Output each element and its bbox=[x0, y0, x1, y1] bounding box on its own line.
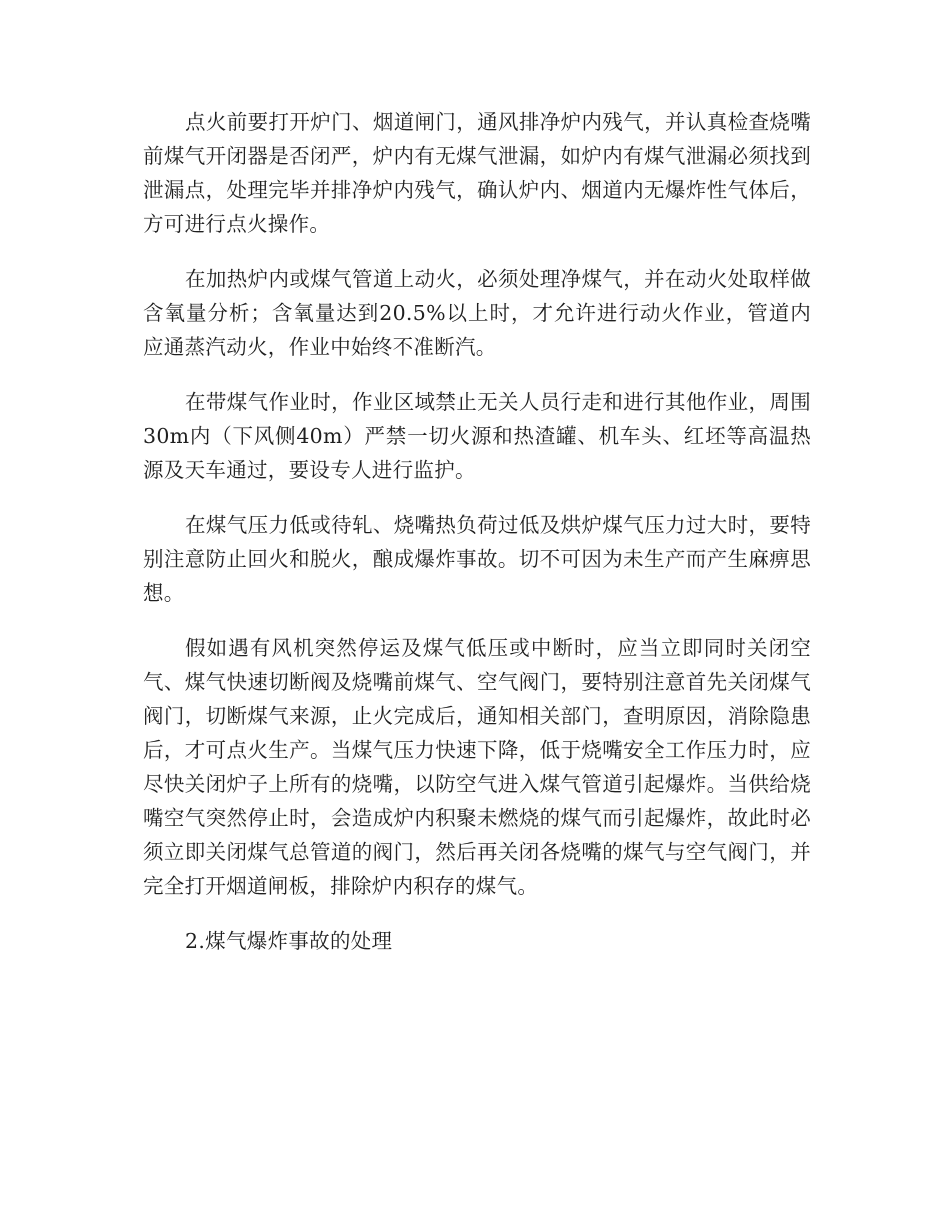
paragraph-hot-work: 在加热炉内或煤气管道上动火，必须处理净煤气，并在动火处取样做含氧量分析；含氧量达到20.5%以上时，才允许进行动火作业，管道内应通蒸汽动火，作业中始终不准断汽。 bbox=[143, 267, 811, 359]
paragraph-ignition-check: 点火前要打开炉门、烟道闸门，通风排净炉内残气，并认真检查烧嘴前煤气开闭器是否闭严，炉内有无煤气泄漏，如炉内有煤气泄漏必须找到泄漏点，处理完毕并排净炉内残气，确认炉内、烟道内无爆炸性气体后，方可进行点火操作。 bbox=[143, 110, 811, 236]
paragraph-fan-failure: 假如遇有风机突然停运及煤气低压或中断时，应当立即同时关闭空气、煤气快速切断阀及烧嘴前煤气、空气阀门，要特别注意首先关闭煤气阀门，切断煤气来源，止火完成后，通知相关部门，查明原因，消除隐患后，才可点火生产。当煤气压力快速下降，低于烧嘴安全工作压力时，应尽快关闭炉子上所有的烧嘴，以防空气进入煤气管道引起爆炸。当供给烧嘴空气突然停止时，会造成炉内积聚未燃烧的煤气而引起爆炸，故此时必须立即关闭煤气总管道的阀门，然后再关闭各烧嘴的煤气与空气阀门，并完全打开烟道闸板，排除炉内积存的煤气。 bbox=[143, 636, 811, 898]
document-body bbox=[143, 105, 811, 958]
section-heading: 2.煤气爆炸事故的处理 bbox=[185, 929, 393, 953]
paragraph-low-pressure: 在煤气压力低或待轧、烧嘴热负荷过低及烘炉煤气压力过大时，要特别注意防止回火和脱火，酿成爆炸事故。切不可因为未生产而产生麻痹思想。 bbox=[143, 513, 811, 605]
paragraph-gas-operation: 在带煤气作业时，作业区域禁止无关人员行走和进行其他作业，周围30m内（下风侧40m）严禁一切火源和热渣罐、机车头、红坯等高温热源及天车通过，要设专人进行监护。 bbox=[143, 390, 811, 482]
